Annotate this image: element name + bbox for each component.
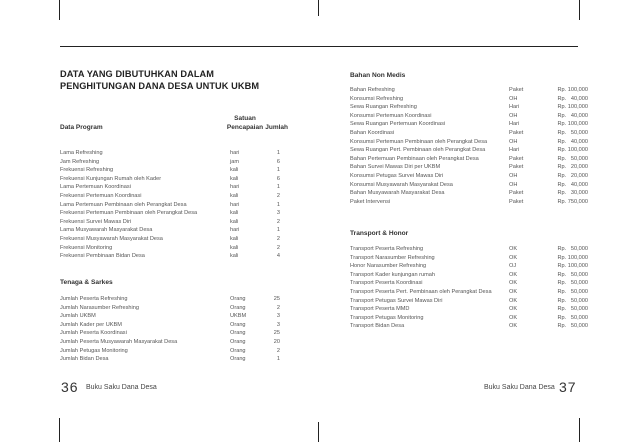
header-satuan-line-2: Pencapaian bbox=[226, 124, 264, 131]
tenaga-unit: Orang bbox=[230, 338, 246, 345]
bahan-row bbox=[350, 112, 590, 121]
crop-mark bbox=[318, 422, 319, 442]
bahan-row bbox=[350, 189, 590, 198]
program-unit: kali bbox=[230, 235, 239, 242]
bahan-row bbox=[350, 129, 590, 138]
bahan-unit: Paket bbox=[509, 164, 524, 171]
tenaga-amount: 25 bbox=[273, 296, 280, 302]
transport-row bbox=[350, 254, 590, 263]
transport-unit: OK bbox=[509, 297, 518, 304]
tenaga-unit: Orang bbox=[230, 321, 246, 328]
transport-unit: OK bbox=[509, 323, 518, 330]
program-amount: 2 bbox=[276, 235, 280, 242]
bahan-price: Rp. 750,000 bbox=[557, 198, 588, 205]
program-row bbox=[60, 209, 280, 218]
tenaga-table bbox=[60, 295, 280, 364]
bahan-name: Bahan Pertemuan Pembinaan oleh Perangkat Desa bbox=[350, 155, 479, 162]
bahan-row bbox=[350, 198, 590, 207]
program-unit: kali bbox=[230, 167, 239, 174]
program-amount: 3 bbox=[276, 210, 280, 217]
page-title bbox=[60, 68, 259, 92]
transport-name: Transport Peserta Koordinasi bbox=[350, 280, 423, 287]
tenaga-amount: 3 bbox=[276, 321, 280, 328]
transport-unit: OJ bbox=[509, 263, 517, 270]
bahan-row bbox=[350, 146, 590, 155]
bahan-price: Rp. 40,000 bbox=[557, 95, 588, 102]
tenaga-name: Jumlah Bidan Desa bbox=[60, 356, 109, 363]
crop-mark bbox=[59, 0, 60, 20]
page-title-line-2: PENGHITUNGAN DANA DESA UNTUK UKBM bbox=[60, 81, 260, 91]
transport-row bbox=[350, 271, 590, 280]
bahan-row bbox=[350, 103, 590, 112]
bahan-unit: Hari bbox=[509, 104, 520, 111]
bahan-row bbox=[350, 86, 590, 95]
tenaga-row bbox=[60, 329, 280, 338]
transport-row bbox=[350, 322, 590, 331]
transport-name: Transport Petugas Survei Mawas Diri bbox=[350, 297, 443, 304]
tenaga-row bbox=[60, 295, 280, 304]
bahan-row bbox=[350, 120, 590, 129]
transport-unit: OK bbox=[509, 271, 518, 278]
tenaga-row bbox=[60, 347, 280, 356]
section-bahan: Bahan Non Medis bbox=[350, 72, 406, 79]
transport-name: Transport Kader kunjungan rumah bbox=[350, 271, 435, 278]
bahan-table bbox=[350, 86, 590, 206]
transport-name: Honor Narasumber Refreshing bbox=[350, 263, 427, 270]
transport-unit: OK bbox=[509, 280, 518, 287]
bahan-name: Konsumsi Musyawarah Masyarakat Desa bbox=[350, 181, 453, 188]
tenaga-amount: 20 bbox=[273, 338, 280, 345]
program-name: Lama Refreshing bbox=[60, 150, 103, 156]
program-unit: kali bbox=[230, 244, 239, 251]
bahan-name: Konsumsi Pertemuan Pembinaan oleh Perangkat Desa bbox=[350, 138, 488, 145]
program-row bbox=[60, 201, 280, 210]
transport-table bbox=[350, 245, 590, 331]
bahan-price: Rp. 40,000 bbox=[557, 112, 588, 119]
tenaga-name: Jumlah Peserta Koordinasi bbox=[60, 330, 127, 337]
crop-mark bbox=[59, 418, 60, 442]
program-row bbox=[60, 158, 280, 167]
program-row bbox=[60, 235, 280, 244]
program-table bbox=[60, 149, 280, 261]
program-name: Jam Refreshing bbox=[60, 158, 100, 165]
transport-row bbox=[350, 279, 590, 288]
transport-price: Rp. 50,000 bbox=[557, 288, 588, 295]
program-name: Frekuensi Refreshing bbox=[60, 167, 114, 174]
bahan-name: Konsumsi Pertemuan Koordinasi bbox=[350, 112, 432, 119]
transport-row bbox=[350, 288, 590, 297]
tenaga-amount: 2 bbox=[276, 304, 280, 311]
transport-price: Rp. 50,000 bbox=[557, 314, 588, 321]
tenaga-amount: 2 bbox=[276, 347, 280, 354]
program-name: Lama Musyawarah Masyarakat Desa bbox=[60, 227, 153, 234]
transport-price: Rp. 50,000 bbox=[557, 271, 588, 278]
program-amount: 1 bbox=[276, 184, 280, 191]
program-name: Frekuensi Kunjungan Rumah oleh Kader bbox=[60, 175, 162, 182]
tenaga-amount: 1 bbox=[276, 356, 280, 363]
bahan-price: Rp. 40,000 bbox=[557, 181, 588, 188]
tenaga-unit: Orang bbox=[230, 296, 246, 302]
program-name: Lama Pertemuan Koordinasi bbox=[60, 184, 131, 191]
bahan-price: Rp. 100,000 bbox=[557, 147, 588, 154]
tenaga-unit: Orang bbox=[230, 330, 246, 337]
bahan-price: Rp. 100,000 bbox=[557, 104, 588, 111]
program-unit: hari bbox=[230, 150, 240, 156]
tenaga-row bbox=[60, 355, 280, 364]
header-program: Data Program bbox=[60, 124, 103, 131]
program-unit: hari bbox=[230, 201, 240, 208]
page-number-left: 36 bbox=[61, 379, 79, 395]
program-unit: hari bbox=[230, 227, 240, 234]
program-unit: kali bbox=[230, 210, 239, 217]
tenaga-unit: UKBM bbox=[230, 313, 247, 320]
transport-row bbox=[350, 314, 590, 323]
bahan-price: Rp. 100,000 bbox=[557, 87, 588, 93]
tenaga-row bbox=[60, 304, 280, 313]
bahan-name: Bahan Koordinasi bbox=[350, 129, 395, 136]
transport-price: Rp. 100,000 bbox=[557, 254, 588, 261]
transport-name: Transport Peserta Pert. Pembinaan oleh Perangkat Desa bbox=[350, 288, 492, 295]
transport-unit: OK bbox=[509, 314, 518, 321]
transport-price: Rp. 50,000 bbox=[557, 306, 588, 313]
tenaga-amount: 25 bbox=[273, 330, 280, 337]
tenaga-row bbox=[60, 321, 280, 330]
program-unit: jam bbox=[230, 158, 240, 165]
bahan-row bbox=[350, 163, 590, 172]
program-amount: 4 bbox=[276, 253, 280, 260]
bahan-price: Rp. 40,000 bbox=[557, 138, 588, 145]
bahan-unit: OH bbox=[509, 138, 518, 145]
bahan-price: Rp. 50,000 bbox=[557, 129, 588, 136]
tenaga-name: Jumlah Kader per UKBM bbox=[60, 321, 122, 328]
bahan-name: Bahan Musyawarah Masyarakat Desa bbox=[350, 190, 445, 197]
transport-row bbox=[350, 297, 590, 306]
crop-mark bbox=[579, 418, 580, 442]
tenaga-unit: Orang bbox=[230, 304, 246, 311]
transport-name: Transport Narasumber Refreshing bbox=[350, 254, 435, 261]
tenaga-unit: Orang bbox=[230, 356, 246, 363]
bahan-name: Konsumsi Refreshing bbox=[350, 95, 404, 102]
bahan-unit: OH bbox=[509, 112, 518, 119]
transport-unit: OK bbox=[509, 254, 518, 261]
tenaga-row bbox=[60, 312, 280, 321]
bahan-unit: Paket bbox=[509, 87, 524, 93]
bahan-unit: OH bbox=[509, 95, 518, 102]
program-row bbox=[60, 226, 280, 235]
section-transport: Transport & Honor bbox=[350, 230, 409, 237]
program-amount: 6 bbox=[276, 175, 280, 182]
program-amount: 6 bbox=[276, 158, 280, 165]
bahan-name: Sewa Ruangan Refreshing bbox=[350, 104, 417, 111]
tenaga-name: Jumlah Peserta Musyawarah Masyarakat Desa bbox=[60, 338, 178, 345]
bahan-unit: Paket bbox=[509, 155, 524, 162]
bahan-price: Rp. 20,000 bbox=[557, 172, 588, 179]
page-number-right: 37 bbox=[559, 379, 577, 395]
transport-name: Transport Peserta Refreshing bbox=[350, 246, 424, 252]
transport-price: Rp. 50,000 bbox=[557, 246, 588, 252]
program-row bbox=[60, 244, 280, 253]
program-name: Frekuensi Monitoring bbox=[60, 244, 113, 251]
transport-name: Transport Bidan Desa bbox=[350, 323, 405, 330]
tenaga-name: Jumlah Petugas Monitoring bbox=[60, 347, 128, 354]
top-rule bbox=[60, 46, 578, 47]
program-row bbox=[60, 183, 280, 192]
program-amount: 2 bbox=[276, 192, 280, 199]
footer-right: Buku Saku Dana Desa bbox=[484, 384, 555, 391]
program-name: Frekuensi Survei Mawas Diri bbox=[60, 218, 132, 225]
transport-unit: OK bbox=[509, 288, 518, 295]
bahan-name: Sewa Ruangan Pert. Pembinaan oleh Perangkat Desa bbox=[350, 147, 486, 154]
program-amount: 1 bbox=[276, 227, 280, 234]
program-name: Lama Pertemuan Pembinaan oleh Perangkat Desa bbox=[60, 201, 187, 208]
transport-price: Rp. 100,000 bbox=[557, 263, 588, 270]
footer-left: Buku Saku Dana Desa bbox=[86, 384, 157, 391]
program-unit: hari bbox=[230, 184, 240, 191]
crop-mark bbox=[579, 0, 580, 20]
bahan-row bbox=[350, 181, 590, 190]
bahan-name: Sewa Ruangan Pertemuan Koordinasi bbox=[350, 121, 446, 128]
bahan-price: Rp. 50,000 bbox=[557, 155, 588, 162]
transport-price: Rp. 50,000 bbox=[557, 280, 588, 287]
bahan-row bbox=[350, 172, 590, 181]
tenaga-amount: 3 bbox=[276, 313, 280, 320]
transport-row bbox=[350, 305, 590, 314]
bahan-row bbox=[350, 95, 590, 104]
bahan-unit: Paket bbox=[509, 198, 524, 205]
bahan-unit: OH bbox=[509, 181, 518, 188]
bahan-unit: Paket bbox=[509, 129, 524, 136]
transport-row bbox=[350, 245, 590, 254]
program-name: Frekuensi Pembinaan Bidan Desa bbox=[60, 253, 145, 260]
bahan-name: Konsumsi Petugas Survei Mawas Diri bbox=[350, 172, 444, 179]
bahan-row bbox=[350, 138, 590, 147]
program-row bbox=[60, 192, 280, 201]
program-amount: 2 bbox=[276, 218, 280, 225]
transport-name: Transport Peserta MMD bbox=[350, 306, 410, 313]
bahan-name: Bahan Survei Mawas Diri per UKBM bbox=[350, 164, 441, 171]
bahan-name: Bahan Refreshing bbox=[350, 87, 395, 93]
program-name: Frekuensi Pertemuan Koordinasi bbox=[60, 192, 142, 199]
tenaga-name: Jumlah Peserta Refreshing bbox=[60, 296, 128, 302]
program-amount: 1 bbox=[276, 167, 280, 174]
transport-name: Transport Petugas Monitoring bbox=[350, 314, 424, 321]
crop-mark bbox=[318, 0, 319, 16]
program-unit: kali bbox=[230, 192, 239, 199]
tenaga-name: Jumlah UKBM bbox=[60, 313, 96, 320]
transport-unit: OK bbox=[509, 246, 518, 252]
transport-price: Rp. 50,000 bbox=[557, 323, 588, 330]
bahan-unit: Hari bbox=[509, 121, 520, 128]
header-jumlah: Jumlah bbox=[265, 124, 288, 131]
bahan-price: Rp. 100,000 bbox=[557, 121, 588, 128]
tenaga-unit: Orang bbox=[230, 347, 246, 354]
page-title-line-1: DATA YANG DIBUTUHKAN DALAM bbox=[60, 69, 215, 79]
transport-price: Rp. 50,000 bbox=[557, 297, 588, 304]
bahan-price: Rp. 20,000 bbox=[557, 164, 588, 171]
transport-unit: OK bbox=[509, 306, 518, 313]
bahan-row bbox=[350, 155, 590, 164]
tenaga-row bbox=[60, 338, 280, 347]
bahan-unit: Hari bbox=[509, 147, 520, 154]
program-row bbox=[60, 149, 280, 158]
program-row bbox=[60, 175, 280, 184]
program-row bbox=[60, 166, 280, 175]
tenaga-name: Jumlah Narasumber Refreshing bbox=[60, 304, 139, 311]
program-unit: kali bbox=[230, 218, 239, 225]
transport-row bbox=[350, 262, 590, 271]
program-unit: kali bbox=[230, 253, 239, 260]
bahan-unit: OH bbox=[509, 172, 518, 179]
program-name: Frekuensi Musyawarah Masyarakat Desa bbox=[60, 235, 163, 242]
program-name: Frekuensi Pertemuan Pembinaan oleh Perangkat Desa bbox=[60, 210, 198, 217]
bahan-unit: Paket bbox=[509, 190, 524, 197]
section-tenaga: Tenaga & Sarkes bbox=[60, 279, 113, 286]
program-row bbox=[60, 218, 280, 227]
header-satuan-line-1: Satuan bbox=[234, 115, 256, 122]
program-amount: 1 bbox=[276, 150, 280, 156]
bahan-price: Rp. 30,000 bbox=[557, 190, 588, 197]
program-row bbox=[60, 252, 280, 261]
program-amount: 2 bbox=[276, 244, 280, 251]
program-amount: 1 bbox=[276, 201, 280, 208]
program-unit: kali bbox=[230, 175, 239, 182]
bahan-name: Paket Intervensi bbox=[350, 198, 391, 205]
